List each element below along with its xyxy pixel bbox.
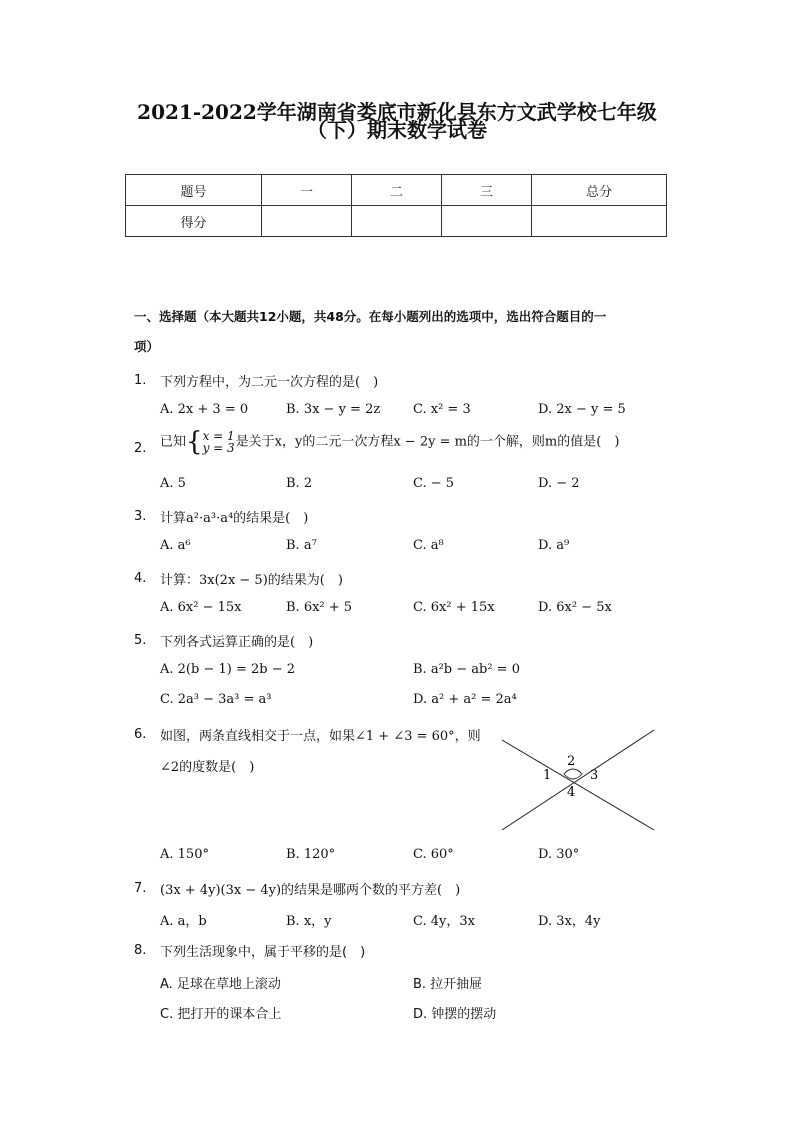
- exam-title-line1: 2021-2022学年湖南省娄底市新化县东方文武学校七年级: [137, 100, 657, 124]
- exam-title-line2-text: （下）期末数学试卷: [307, 118, 487, 142]
- question-stem: 下列方程中，为二元一次方程的是( ): [160, 375, 379, 390]
- option-a[interactable]: A. 150°: [160, 847, 209, 862]
- option-d[interactable]: D. 30°: [538, 847, 580, 862]
- angle-label-3: 3: [590, 768, 599, 783]
- question-number: 6.: [134, 727, 147, 742]
- score-row-label: 得分: [126, 206, 262, 237]
- option-b[interactable]: B. a²b − ab² = 0: [413, 662, 520, 677]
- score-cell: [442, 206, 532, 237]
- question-number: 1.: [134, 373, 147, 388]
- score-header-cell: 二: [352, 175, 442, 206]
- question-stem: 下列各式运算正确的是( ): [160, 635, 314, 650]
- score-table-header-row: [126, 175, 667, 206]
- option-a[interactable]: A. 足球在草地上滚动: [160, 977, 281, 992]
- option-b[interactable]: B. x，y: [286, 914, 332, 929]
- angle-label-2: 2: [567, 754, 576, 769]
- question-stem: 如图，两条直线相交于一点，如果∠1 + ∠3 = 60°，则: [160, 729, 481, 744]
- system-line: y = 3: [202, 441, 235, 455]
- score-cell: [532, 206, 667, 237]
- option-a[interactable]: A. 5: [160, 476, 186, 491]
- score-cell: [262, 206, 352, 237]
- option-c[interactable]: C. 4y，3x: [413, 914, 475, 929]
- line-cd: [502, 730, 654, 830]
- question-number: 4.: [134, 571, 147, 586]
- question-stem: 计算a²·a³·a⁴的结果是( ): [160, 511, 309, 526]
- option-c[interactable]: C. a⁸: [413, 538, 444, 553]
- section-heading: [134, 302, 664, 362]
- score-cell: [352, 206, 442, 237]
- option-b[interactable]: B. 2: [286, 476, 313, 491]
- option-c[interactable]: C. x² = 3: [413, 402, 471, 417]
- question-number: 7.: [134, 881, 147, 896]
- option-d[interactable]: D. a⁹: [538, 538, 570, 553]
- angle-arc: [564, 769, 582, 779]
- question-stem: 计算：3x(2x − 5)的结果为( ): [160, 573, 343, 588]
- question-stem: [160, 427, 620, 457]
- stem-prefix: 已知: [160, 434, 187, 450]
- section-heading-line1: 一、选择题（本大题共12小题，共48分。在每小题列出的选项中，选出符合题目的一: [134, 309, 607, 324]
- question-stem: 下列生活现象中，属于平移的是( ): [160, 945, 366, 960]
- angle-label-4: 4: [567, 785, 576, 800]
- option-d[interactable]: D. − 2: [538, 476, 580, 491]
- question-number: 8.: [134, 943, 147, 958]
- score-table: [125, 174, 667, 237]
- score-header-cell: 一: [262, 175, 352, 206]
- question-stem-line2: ∠2的度数是( ): [160, 760, 255, 775]
- score-header-cell: 题号: [126, 175, 262, 206]
- intersecting-lines-figure: [498, 726, 660, 840]
- section-heading-line2: 项）: [134, 339, 160, 354]
- question-number: 3.: [134, 509, 147, 524]
- question-number: 5.: [134, 633, 147, 648]
- score-header-cell: 三: [442, 175, 532, 206]
- equation-system: [203, 430, 235, 454]
- option-d[interactable]: D. 3x，4y: [538, 914, 601, 929]
- option-b[interactable]: B. a⁷: [286, 538, 317, 553]
- score-table-score-row: [126, 206, 667, 237]
- option-c[interactable]: C. 把打开的课本合上: [160, 1007, 282, 1022]
- angle-label-1: 1: [543, 768, 552, 783]
- option-a[interactable]: A. a，b: [160, 914, 207, 929]
- option-b[interactable]: B. 3x − y = 2z: [286, 402, 381, 417]
- option-c[interactable]: C. − 5: [413, 476, 455, 491]
- option-a[interactable]: A. a⁶: [160, 538, 191, 553]
- option-c[interactable]: C. 6x² + 15x: [413, 600, 495, 615]
- option-d[interactable]: D. 6x² − 5x: [538, 600, 612, 615]
- score-header-cell: 总分: [532, 175, 667, 206]
- option-a[interactable]: A. 2x + 3 = 0: [160, 402, 249, 417]
- option-d[interactable]: D. a² + a² = 2a⁴: [413, 692, 517, 707]
- question-stem: (3x + 4y)(3x − 4y)的结果是哪两个数的平方差( ): [160, 883, 461, 898]
- option-a[interactable]: A. 2(b − 1) = 2b − 2: [160, 662, 295, 677]
- question-number: 2.: [134, 441, 147, 456]
- option-d[interactable]: D. 钟摆的摆动: [413, 1007, 497, 1022]
- option-a[interactable]: A. 6x² − 15x: [160, 600, 242, 615]
- brace-icon: {: [186, 427, 203, 457]
- option-b[interactable]: B. 120°: [286, 847, 336, 862]
- option-b[interactable]: B. 6x² + 5: [286, 600, 353, 615]
- option-c[interactable]: C. 60°: [413, 847, 454, 862]
- option-b[interactable]: B. 拉开抽屉: [413, 977, 483, 992]
- option-d[interactable]: D. 2x − y = 5: [538, 402, 626, 417]
- line-ab: [502, 740, 654, 830]
- stem-suffix: 是关于x，y的二元一次方程x − 2y = m的一个解，则m的值是( ): [235, 434, 620, 450]
- system-line: x = 1: [202, 429, 235, 443]
- option-c[interactable]: C. 2a³ − 3a³ = a³: [160, 692, 272, 707]
